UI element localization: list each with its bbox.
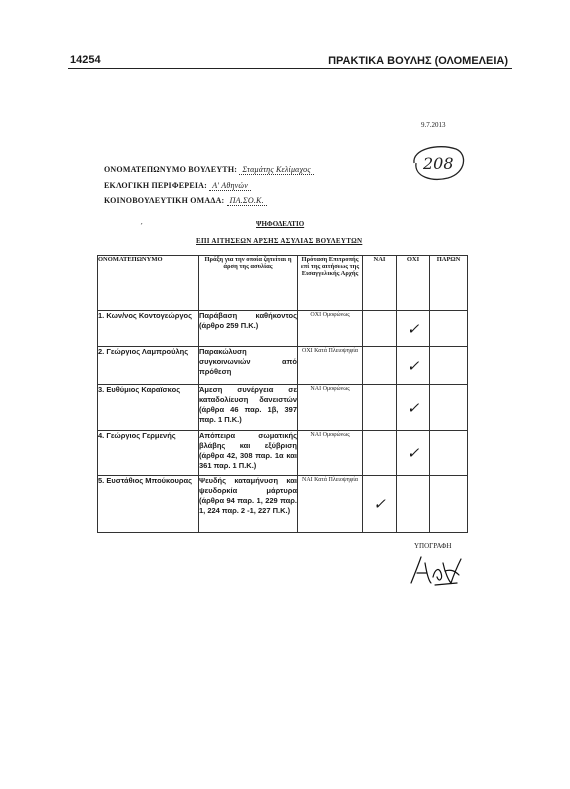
row-name: 2. Γεώργιος Λαμπρούλης bbox=[98, 347, 199, 385]
vote-present-cell[interactable] bbox=[430, 311, 468, 347]
party-label: ΚΟΙΝΟΒΟΥΛΕΥΤΙΚΗ ΟΜΑΔΑ: bbox=[104, 196, 225, 205]
check-mark-icon: ✓ bbox=[406, 356, 420, 375]
header-no: ΟΧΙ bbox=[397, 256, 430, 311]
vote-yes-cell[interactable] bbox=[363, 431, 397, 476]
row-committee-proposal: ΝΑΙ Κατά Πλειοψηφία bbox=[298, 476, 363, 533]
check-mark-icon: ✓ bbox=[406, 398, 420, 417]
margin-mark: ˊ bbox=[140, 222, 143, 232]
row-name: 3. Ευθύμιος Καραϊσκος bbox=[98, 385, 199, 431]
vote-present-cell[interactable] bbox=[430, 347, 468, 385]
vote-present-cell[interactable] bbox=[430, 476, 468, 533]
constituency-field bbox=[104, 181, 251, 190]
check-mark-icon: ✓ bbox=[373, 495, 386, 513]
row-act: Άμεση συνέργεια σε καταδολίευση δανειστών (άρθρα 46 παρ. 1β, 397 παρ. 1 Π.Κ.) bbox=[199, 385, 298, 431]
vote-no-cell[interactable] bbox=[397, 385, 430, 431]
ballot-subtitle: ΕΠΙ ΑΙΤΗΣΕΩΝ ΑΡΣΗΣ ΑΣΥΛΙΑΣ ΒΟΥΛΕΥΤΩΝ bbox=[196, 237, 363, 245]
vote-no-cell[interactable] bbox=[397, 347, 430, 385]
row-committee-proposal: ΟΧΙ Κατά Πλειοψηφία bbox=[298, 347, 363, 385]
ballot-table bbox=[97, 255, 468, 533]
check-mark-icon: ✓ bbox=[406, 444, 420, 462]
row-committee-proposal: ΟΧΙ Ομοφώνως bbox=[298, 311, 363, 347]
header-name: ΟΝΟΜΑΤΕΠΩΝΥΜΟ bbox=[98, 256, 199, 311]
row-committee-proposal: ΝΑΙ Ομοφώνως bbox=[298, 385, 363, 431]
signature-label: ΥΠΟΓΡΑΦΗ bbox=[414, 542, 452, 550]
party-field bbox=[104, 196, 267, 205]
row-committee-proposal: ΝΑΙ Ομοφώνως bbox=[298, 431, 363, 476]
table-header-row bbox=[98, 256, 468, 311]
mp-name-value: Σταμάτης Κελίμαχος bbox=[239, 165, 313, 175]
vote-no-cell[interactable] bbox=[397, 311, 430, 347]
row-act: Παράβαση καθήκοντος (άρθρο 259 Π.Κ.) bbox=[199, 311, 298, 347]
header-rule bbox=[68, 68, 512, 69]
vote-yes-cell[interactable] bbox=[363, 347, 397, 385]
page-number: 14254 bbox=[70, 54, 101, 66]
row-name: 4. Γεώργιος Γερμενής bbox=[98, 431, 199, 476]
vote-yes-cell[interactable] bbox=[363, 311, 397, 347]
table-row bbox=[98, 431, 468, 476]
header-committee-proposal: Πρόταση Επιτροπής επί της αιτήσεως της Εισαγγελικής Αρχής bbox=[298, 256, 363, 311]
signature-image bbox=[405, 553, 465, 594]
publication-title: ΠΡΑΚΤΙΚΑ ΒΟΥΛΗΣ (ΟΛΟΜΕΛΕΙΑ) bbox=[328, 55, 508, 67]
vote-present-cell[interactable] bbox=[430, 431, 468, 476]
table-row bbox=[98, 385, 468, 431]
row-act: Ψευδής καταμήνυση και ψευδορκία μάρτυρα (άρθρα 94 παρ. 1, 229 παρ. 1, 224 παρ. 2 -1, 227 Π.Κ.) bbox=[199, 476, 298, 533]
mp-name-label: ΟΝΟΜΑΤΕΠΩΝΥΜΟ ΒΟΥΛΕΥΤΗ: bbox=[104, 165, 238, 174]
vote-no-cell[interactable] bbox=[397, 431, 430, 476]
vote-present-cell[interactable] bbox=[430, 385, 468, 431]
vote-yes-cell[interactable] bbox=[363, 476, 397, 533]
row-act: Απόπειρα σωματικής βλάβης και εξύβριση (άρθρα 42, 308 παρ. 1α και 361 παρ. 1 Π.Κ.) bbox=[199, 431, 298, 476]
ballot-title: ΨΗΦΟΔΕΛΤΙΟ bbox=[256, 220, 305, 228]
constituency-value: Α' Αθηνών bbox=[209, 181, 251, 191]
stamp-number bbox=[408, 141, 468, 188]
svg-text:208: 208 bbox=[423, 154, 454, 173]
mp-name-field bbox=[104, 165, 314, 174]
table-row bbox=[98, 311, 468, 347]
row-act: Παρακώλυση συγκοινωνιών από πρόθεση bbox=[199, 347, 298, 385]
vote-yes-cell[interactable] bbox=[363, 385, 397, 431]
header-present: ΠΑΡΩΝ bbox=[430, 256, 468, 311]
table-row bbox=[98, 476, 468, 533]
check-mark-icon: ✓ bbox=[406, 319, 420, 338]
row-name: 1. Κων/νος Κοντογεώργος bbox=[98, 311, 199, 347]
table-row bbox=[98, 347, 468, 385]
constituency-label: ΕΚΛΟΓΙΚΗ ΠΕΡΙΦΕΡΕΙΑ: bbox=[104, 181, 208, 190]
document-date: 9.7.2013 bbox=[421, 121, 446, 129]
vote-no-cell[interactable] bbox=[397, 476, 430, 533]
row-name: 5. Ευστάθιος Μπούκουρας bbox=[98, 476, 199, 533]
header-yes: ΝΑΙ bbox=[363, 256, 397, 311]
party-value: ΠΑ.ΣΟ.Κ. bbox=[227, 196, 267, 206]
header-act: Πράξη για την οποία ζητείται η άρση της ασυλίας bbox=[199, 256, 298, 311]
